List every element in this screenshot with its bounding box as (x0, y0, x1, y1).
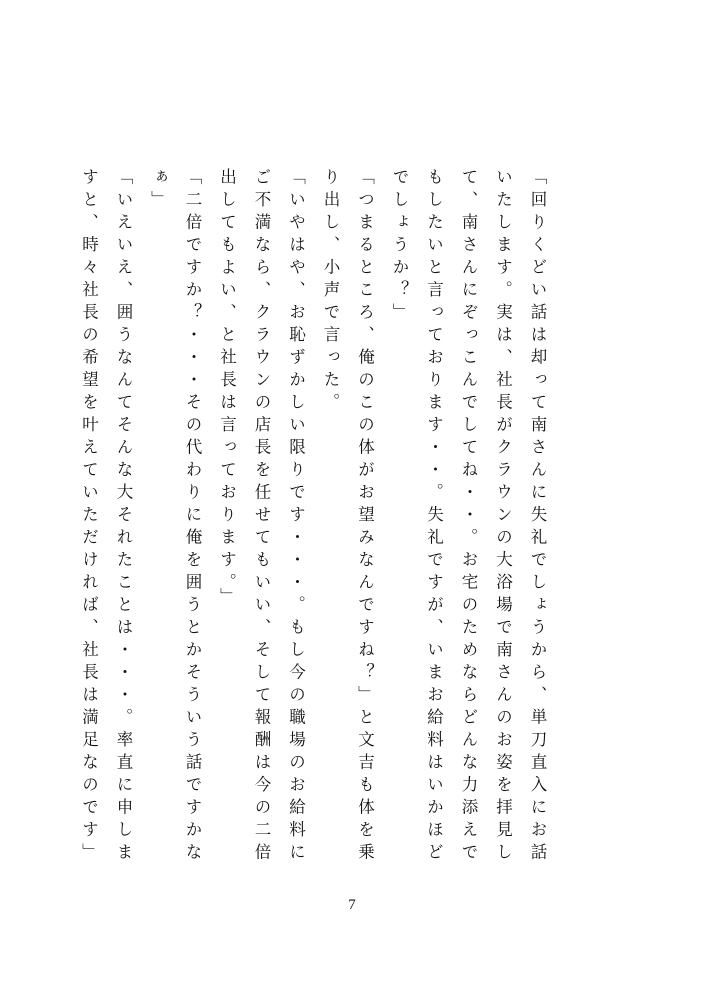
paragraph: 「つまるところ、俺のこの体がお望みなんですね？」と文吉も体を乗り出し、小声で言った。 (321, 168, 375, 866)
page-number: 7 (348, 897, 356, 913)
vertical-text-body (79, 168, 554, 868)
paragraph: 「いえいえ、囲うなんてそんな大それたことは・・・。率直に申しますと、時々社長の希望を叶えていただければ、社長は満足なのです」 (79, 168, 133, 866)
paragraph: 「回りくどい話は却って南さんに失礼でしょうから、単刀直入にお話いたします。実は、社長がクラウンの大浴場で南さんのお姿を拝見して、南さんにぞっこんでしてね・・。お宅のためならどんな力添えでもしたいと言っております・・。失礼ですが、いまお給料はいかほどでしょうか？」 (390, 168, 547, 866)
paragraph: 「二倍ですか？・・・その代わりに俺を囲うとかそういう話ですかなぁ」 (148, 168, 202, 866)
paragraph: 「いやはや、お恥ずかしい限りです・・・。もし今の職場のお給料にご不満なら、クラウンの店長を任せてもいい、そして報酬は今の二倍出してもよい、と社長は言っております。」 (217, 168, 306, 866)
